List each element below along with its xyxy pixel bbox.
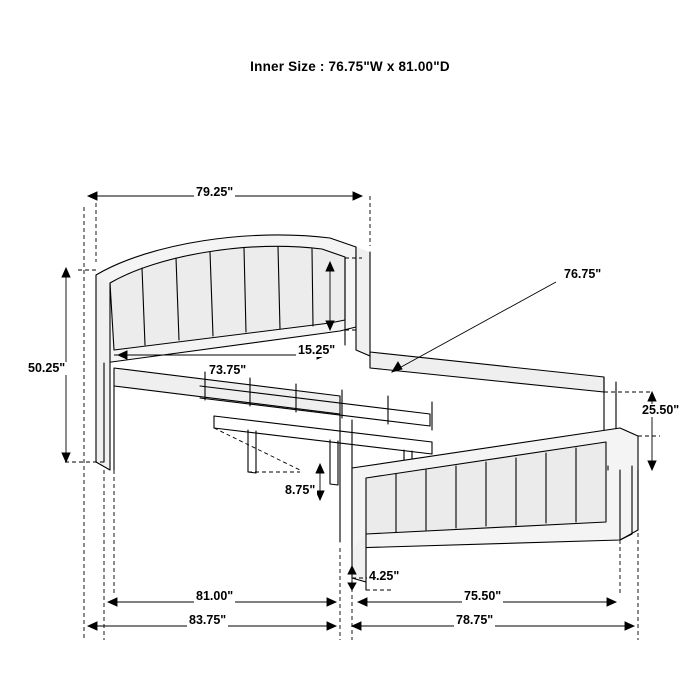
dimension-label-panel-height: 15.25" xyxy=(298,343,336,357)
page-title: Inner Size : 76.75"W x 81.00"D xyxy=(250,59,450,74)
dimension-label-headboard-width: 79.25" xyxy=(196,185,234,199)
dimension-label-footboard-height: 25.50" xyxy=(642,403,680,417)
dimension-label-side-rail-depth: 76.75" xyxy=(564,267,602,281)
dimension-label-footboard-outer-width: 78.75" xyxy=(456,613,494,627)
dimension-label-rail-clearance: 8.75" xyxy=(285,483,316,497)
dimension-label-headboard-height: 50.25" xyxy=(28,361,66,375)
dimension-label-panel-width: 73.75" xyxy=(209,363,247,377)
dimension-label-foot-clearance: 4.25" xyxy=(369,569,400,583)
far-side-rail xyxy=(370,352,604,392)
dimension-label-outer-depth: 83.75" xyxy=(189,613,227,627)
dimension-label-footboard-width: 75.50" xyxy=(464,589,502,603)
dimension-label-inner-depth: 81.00" xyxy=(196,589,234,603)
dim-leader-76-75 xyxy=(392,282,556,372)
